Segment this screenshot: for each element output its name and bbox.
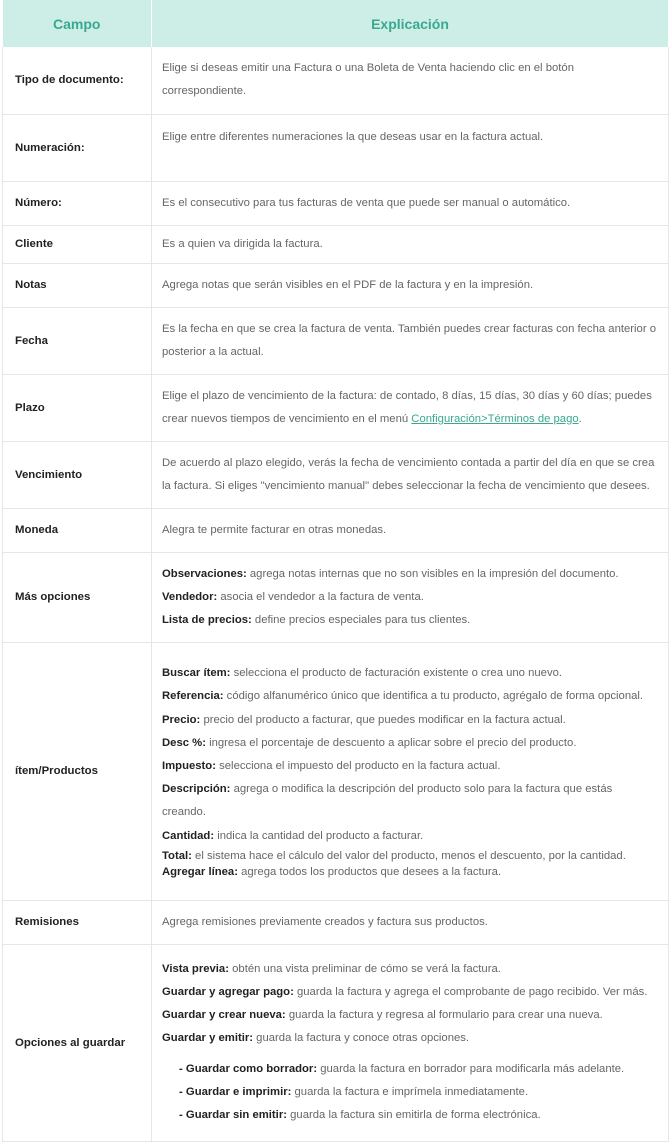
table-row xyxy=(3,307,669,374)
option-desc: el sistema hace el cálculo del valor del producto, menos el descuento, por la cantidad. xyxy=(191,849,626,862)
table-row xyxy=(3,900,669,944)
option-desc: agrega o modifica la descripción del producto solo para la factura que estás creando. xyxy=(162,783,613,819)
option-key: Guardar y emitir: xyxy=(162,1032,254,1044)
option-desc: agrega notas internas que no son visibles en la impresión del documento. xyxy=(246,567,619,580)
invoice-fields-table-container xyxy=(1,0,669,1143)
field-name: Fecha xyxy=(3,307,152,374)
option-item xyxy=(162,732,658,755)
field-name: Moneda xyxy=(3,508,152,552)
option-item xyxy=(162,685,658,708)
option-desc: precio del producto a facturar, que puedes modificar en la factura actual. xyxy=(200,713,566,726)
option-item xyxy=(162,755,658,778)
field-name: Plazo xyxy=(3,374,152,441)
option-item xyxy=(162,981,658,1004)
plazo-text-after: . xyxy=(578,412,582,425)
option-desc: indica la cantidad del producto a facturar. xyxy=(214,829,424,842)
option-key: Descripción: xyxy=(162,783,231,796)
table-row xyxy=(3,114,669,181)
table-row xyxy=(3,642,669,900)
option-key: - Guardar sin emitir: xyxy=(179,1109,287,1121)
field-explanation xyxy=(152,374,669,441)
option-desc: código alfanumérico único que identifica a tu producto, agrégalo de forma opcional. xyxy=(223,690,644,703)
option-item xyxy=(162,662,658,685)
option-key: Precio: xyxy=(162,713,201,726)
option-item xyxy=(162,848,658,864)
option-key: Observaciones: xyxy=(162,567,247,580)
option-key: Cantidad: xyxy=(162,829,215,842)
option-desc: selecciona el impuesto del producto en la factura actual. xyxy=(215,760,501,772)
field-explanation xyxy=(152,552,669,642)
option-item xyxy=(162,1004,658,1027)
table-row xyxy=(3,508,669,552)
field-name: Remisiones xyxy=(3,900,152,944)
option-desc: obtén una vista preliminar de cómo se verá la factura. xyxy=(228,963,501,975)
option-desc: guarda la factura e imprímela inmediatamente. xyxy=(291,1086,529,1098)
field-explanation: Es la fecha en que se crea la factura de venta. También puedes crear facturas con fecha anterior o posterior a la actual. xyxy=(152,307,669,374)
option-desc: guarda la factura y conoce otras opciones. xyxy=(253,1032,470,1044)
option-key: Total: xyxy=(162,849,192,862)
field-name: Vencimiento xyxy=(3,441,152,508)
option-key: - Guardar e imprimir: xyxy=(179,1086,292,1098)
column-header-field: Campo xyxy=(3,0,152,47)
field-name: Número: xyxy=(3,181,152,225)
payment-terms-link[interactable]: Configuración>Términos de pago xyxy=(411,412,579,425)
table-row xyxy=(3,225,669,263)
option-desc: selecciona el producto de facturación existente o crea uno nuevo. xyxy=(230,667,563,680)
option-item xyxy=(162,778,658,824)
option-desc: ingresa el porcentaje de descuento a aplicar sobre el precio del producto. xyxy=(205,736,577,749)
option-key: Guardar y crear nueva: xyxy=(162,1009,286,1021)
invoice-fields-table xyxy=(2,0,669,1142)
save-sub-option xyxy=(162,1081,658,1104)
field-explanation xyxy=(152,944,669,1141)
table-row xyxy=(3,552,669,642)
plazo-text-before: Elige el plazo de vencimiento de la factura: de contado, 8 días, 15 días, 30 días y 60 días; puedes crear nuevos tiempos de vencimiento en el menú xyxy=(162,389,652,425)
field-explanation xyxy=(152,642,669,900)
field-explanation: Agrega notas que serán visibles en el PDF de la factura y en la impresión. xyxy=(152,263,669,307)
option-key: Buscar ítem: xyxy=(162,667,231,680)
field-explanation: De acuerdo al plazo elegido, verás la fecha de vencimiento contada a partir del día en que se crea la factura. Si eliges "vencimiento manual" debes seleccionar la fecha de vencimiento que desees. xyxy=(152,441,669,508)
table-row xyxy=(3,441,669,508)
option-desc: agrega todos los productos que desees a la factura. xyxy=(237,865,502,878)
option-item xyxy=(162,958,658,981)
field-explanation: Es el consecutivo para tus facturas de venta que puede ser manual o automático. xyxy=(152,181,669,225)
field-explanation: Elige si deseas emitir una Factura o una Boleta de Venta haciendo clic en el botón correspondiente. xyxy=(152,47,669,114)
field-explanation: Agrega remisiones previamente creados y factura sus productos. xyxy=(152,900,669,944)
field-name: Notas xyxy=(3,263,152,307)
field-explanation: Elige entre diferentes numeraciones la que deseas usar en la factura actual. xyxy=(152,114,669,181)
option-key: Guardar y agregar pago: xyxy=(162,986,294,998)
option-desc: define precios especiales para tus clientes. xyxy=(251,613,471,626)
option-key: Vista previa: xyxy=(162,963,229,975)
option-desc: guarda la factura en borrador para modificarla más adelante. xyxy=(317,1063,625,1075)
option-desc: guarda la factura y regresa al formulario para crear una nueva. xyxy=(285,1009,603,1021)
field-name: Más opciones xyxy=(3,552,152,642)
option-item xyxy=(162,825,658,848)
save-sub-option xyxy=(162,1104,658,1127)
option-desc: guarda la factura y agrega el comprobante de pago recibido. Ver más. xyxy=(293,986,648,998)
option-item xyxy=(162,709,658,732)
column-header-explanation: Explicación xyxy=(152,0,669,47)
option-item xyxy=(162,563,658,586)
option-key: Referencia: xyxy=(162,690,224,703)
field-explanation: Alegra te permite facturar en otras monedas. xyxy=(152,508,669,552)
option-item xyxy=(162,864,658,880)
option-key: - Guardar como borrador: xyxy=(179,1063,318,1075)
table-row xyxy=(3,263,669,307)
option-key: Lista de precios: xyxy=(162,613,252,626)
option-key: Agregar línea: xyxy=(162,865,238,878)
field-name: Opciones al guardar xyxy=(3,944,152,1141)
field-name: Cliente xyxy=(3,225,152,263)
option-desc: asocia el vendedor a la factura de venta. xyxy=(217,590,424,603)
table-row xyxy=(3,374,669,441)
option-key: Impuesto: xyxy=(162,760,216,772)
field-name: ítem/Productos xyxy=(3,642,152,900)
table-row xyxy=(3,181,669,225)
table-header-row xyxy=(3,0,669,47)
option-item xyxy=(162,609,658,632)
field-explanation: Es a quien va dirigida la factura. xyxy=(152,225,669,263)
table-row xyxy=(3,944,669,1141)
option-key: Desc %: xyxy=(162,736,206,749)
option-desc: guarda la factura sin emitirla de forma electrónica. xyxy=(286,1109,541,1121)
option-item xyxy=(162,1027,658,1050)
option-key: Vendedor: xyxy=(162,590,218,603)
table-row xyxy=(3,47,669,114)
field-name: Numeración: xyxy=(3,114,152,181)
option-item xyxy=(162,586,658,609)
field-name: Tipo de documento: xyxy=(3,47,152,114)
save-sub-option xyxy=(162,1058,658,1081)
